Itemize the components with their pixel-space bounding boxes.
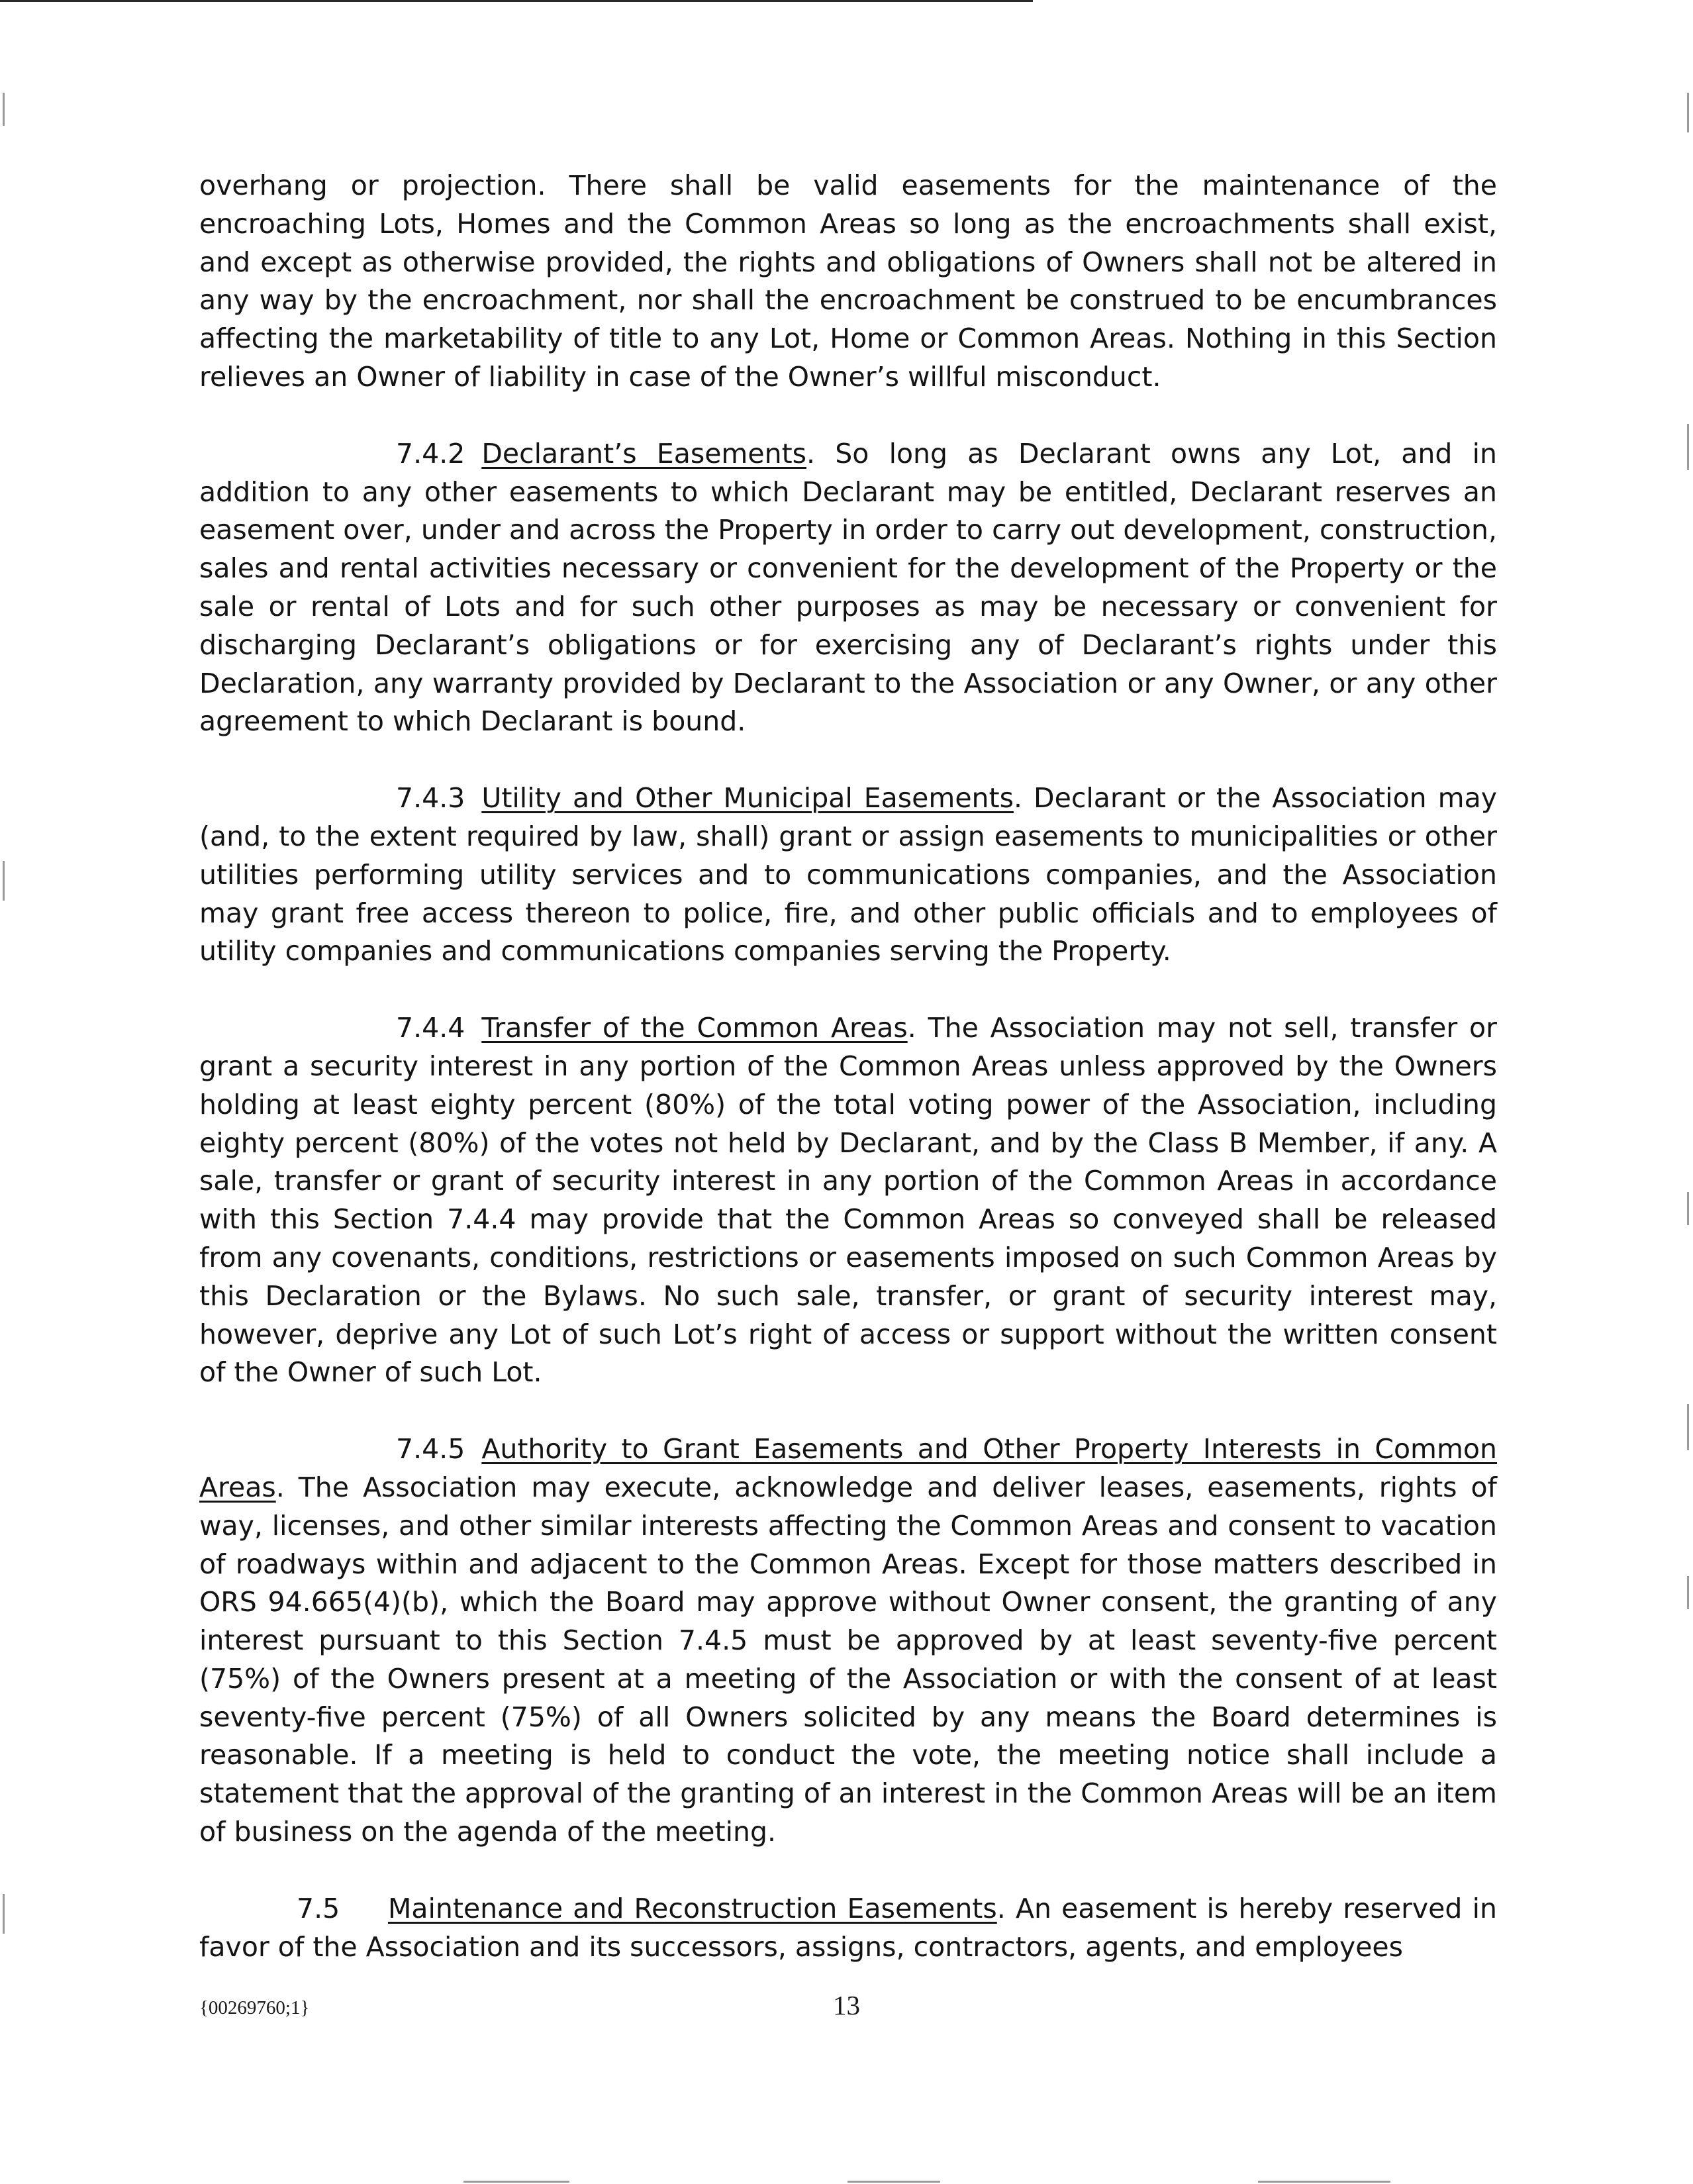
- section-7-4-4: [199, 1009, 1497, 1392]
- scan-bottom-mark: [463, 2181, 569, 2183]
- scan-bottom-mark: [847, 2181, 940, 2183]
- paragraph-text: overhang or projection. There shall be valid easements for the maintenance of the encroaching Lots, Homes and the Common Areas so long as the encroachments shall exist, and except as otherwise provided, the rights and obligations of Owners shall not be altered in any way by the encroachment, nor shall the encroachment be construed to be encumbrances affecting the marketability of title to any Lot, Home or Common Areas. Nothing in this Section relieves an Owner of liability in case of the Owner’s willful misconduct.: [199, 170, 1497, 393]
- scan-margin-mark: [3, 861, 5, 901]
- document-id: {00269760;1}: [199, 1997, 310, 2018]
- section-number: 7.4.3: [396, 782, 465, 815]
- section-number: 7.4.2: [396, 437, 465, 470]
- section-heading: Declarant’s Easements: [481, 437, 807, 470]
- section-heading: Maintenance and Reconstruction Easements: [388, 1892, 997, 1924]
- paragraph-text: . An easement is hereby reserved in favor of the Association and its successors, assigns, contractors, agents, and employees: [199, 1892, 1497, 1963]
- paragraph-text: . The Association may execute, acknowledge and deliver leases, easements, rights of way, licenses, and other similar interests affecting the Common Areas and consent to vacation of roadways within and adjacent to the Common Areas. Except for those matters described in ORS 94.665(4)(b), which the Board may approve without Owner consent, the granting of any interest pursuant to this Section 7.4.5 must be approved by at least seventy-five percent (75%) of the Owners present at a meeting of the Association or with the consent of at least seventy-five percent (75%) of all Owners solicited by any means the Board determines is reasonable. If a meeting is held to conduct the vote, the meeting notice shall include a statement that the approval of the granting of an interest in the Common Areas will be an item of business on the agenda of the meeting.: [199, 1471, 1497, 1848]
- section-heading: Utility and Other Municipal Easements: [481, 782, 1014, 815]
- section-number: 7.4.5: [396, 1433, 465, 1465]
- section-number: 7.5: [297, 1892, 340, 1924]
- scan-margin-mark: [3, 1894, 5, 1934]
- section-7-4-2: [199, 435, 1497, 741]
- scan-margin-mark: [3, 93, 5, 126]
- scan-bottom-mark: [1258, 2181, 1390, 2183]
- paragraph-text: . Declarant or the Association may (and, to the extent required by law, shall) grant or assign easements to municipalities or other utilities performing utility services and to communications companies, and the Association may grant free access thereon to police, fire, and other public officials and to employees of utility companies and communications companies serving the Property.: [199, 782, 1497, 968]
- paragraph-text: . The Association may not sell, transfer or grant a security interest in any portion of the Common Areas unless approved by the Owners holding at least eighty percent (80%) of the total voting power of the Association, including eighty percent (80%) of the votes not held by Declarant, and by the Class B Member, if any. A sale, transfer or grant of security interest in any portion of the Common Areas in accordance with this Section 7.4.4 may provide that the Common Areas so conveyed shall be released from any covenants, conditions, restrictions or easements imposed on such Common Areas by this Declaration or the Bylaws. No such sale, transfer, or grant of security interest may, however, deprive any Lot of such Lot’s right of access or support without the written consent of the Owner of such Lot.: [199, 1012, 1497, 1389]
- section-number: 7.4.4: [396, 1012, 465, 1044]
- section-heading: Authority to Grant Easements and Other Property Interests in Common Areas: [199, 1433, 1497, 1503]
- document-body: [199, 167, 1497, 2005]
- page-number: 13: [833, 1990, 860, 2020]
- section-7-4-5: [199, 1430, 1497, 1852]
- paragraph-continuation: [199, 167, 1497, 397]
- paragraph-text: . So long as Declarant owns any Lot, and in addition to any other easements to which Declarant may be entitled, Declarant reserves an easement over, under and across the Property in order to carry out development, construction, sales and rental activities necessary or convenient for the development of the Property or the sale or rental of Lots and for such other purposes as may be necessary or convenient for discharging Declarant’s obligations or for exercising any of Declarant’s rights under this Declaration, any warranty provided by Declarant to the Association or any Owner, or any other agreement to which Declarant is bound.: [199, 437, 1498, 738]
- scan-margin-mark: [1687, 424, 1689, 470]
- section-7-5: [199, 1890, 1497, 1967]
- section-7-4-3: [199, 779, 1497, 971]
- scan-margin-mark: [1687, 1576, 1689, 1609]
- scan-margin-mark: [1687, 93, 1689, 132]
- scan-margin-mark: [1687, 1404, 1689, 1450]
- section-heading: Transfer of the Common Areas: [481, 1012, 908, 1044]
- scan-edge-line: [0, 0, 1033, 2]
- scan-margin-mark: [1687, 1192, 1689, 1225]
